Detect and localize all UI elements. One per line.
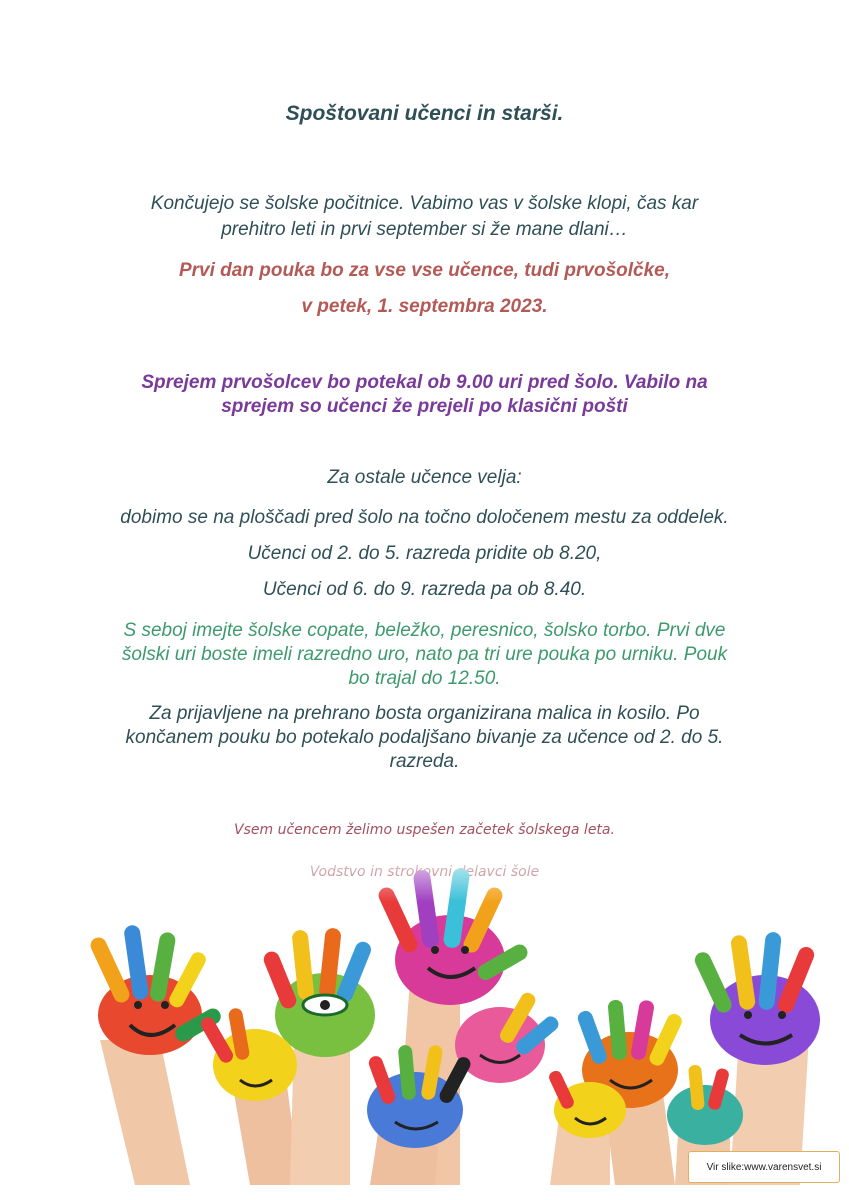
grades-2-5-time: Učenci od 2. do 5. razreda pridite ob 8.20,: [247, 543, 602, 564]
grades-6-9-time: Učenci od 6. do 9. razreda pa ob 8.40.: [262, 579, 587, 600]
meals-line-2: končanem pouku bo potekalo podaljšano bivanje za učence od 2. do 5.: [125, 727, 724, 748]
intro-line-1: Končujejo se šolske počitnice. Vabimo vas v šolske klopi, čas kar: [150, 193, 699, 214]
meals-line-1: Za prijavljene na prehrano bosta organizirana malica in kosilo. Po: [149, 703, 700, 724]
meals-line-3: razreda.: [389, 751, 460, 772]
meeting-place: dobimo se na ploščadi pred šolo na točno določenem mestu za oddelek.: [120, 507, 729, 528]
closing-wish: Vsem učencem želimo uspešen začetek šolskega leta.: [234, 822, 615, 838]
first-day-date: v petek, 1. septembra 2023.: [301, 296, 548, 317]
first-day-line-1: Prvi dan pouka bo za vse vse učence, tudi prvošolčke,: [178, 260, 670, 281]
reception-line-2: sprejem so učenci že prejeli po klasični pošti: [221, 396, 628, 417]
image-credit-box: [688, 1151, 840, 1183]
supplies-line-3: bo trajal do 12.50.: [348, 668, 501, 689]
image-credit: Vir slike:www.varensvet.si: [706, 1161, 822, 1173]
supplies-line-2: šolski uri boste imeli razredno uro, nato pa tri ure pouka po urniku. Pouk: [121, 644, 728, 665]
intro-line-2: prehitro leti in prvi september si že mane dlani…: [221, 219, 628, 240]
reception-line-1: Sprejem prvošolcev bo potekal ob 9.00 uri pred šolo. Vabilo na: [141, 372, 708, 393]
painted-hands-illustration: [40, 840, 820, 1185]
greeting-title: Spoštovani učenci in starši.: [285, 102, 564, 125]
others-heading: Za ostale učence velja:: [327, 467, 522, 488]
supplies-line-1: S seboj imejte šolske copate, beležko, peresnico, šolsko torbo. Prvi dve: [123, 620, 726, 641]
